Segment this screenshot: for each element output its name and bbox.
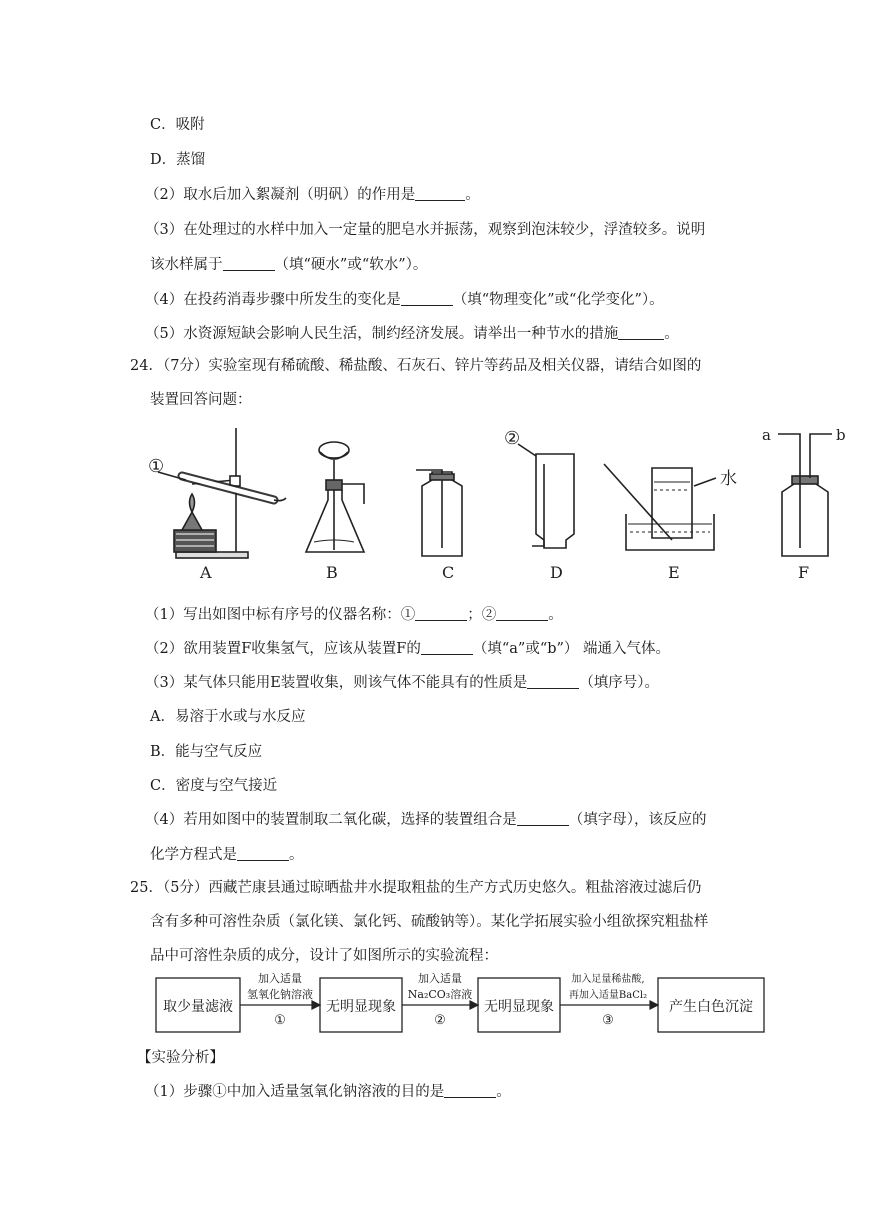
q25-title-line2: 含有多种可溶性杂质（氯化镁、氯化钙、硫酸钠等）。某化学拓展实验小组欲探究粗盐样 [150, 914, 709, 930]
flow-arrow-1-mid: 氢氧化钠溶液 [247, 988, 313, 1001]
q25-title-line1: 25．（5分）西藏芒康县通过晾晒盐井水提取粗盐的生产方式历史悠久。粗盐溶液过滤后仍 [130, 880, 702, 896]
q24-sub-4: （4）若用如图中的装置制取二氧化碳，选择的装置组合是 （填字母），该反应的 [145, 812, 707, 828]
q24-sub-2: （2）欲用装置F收集氢气，应该从装置F的 （填“a”或“b”） 端通入气体。 [145, 641, 671, 657]
flow-box-3-text: 无明显现象 [484, 999, 554, 1015]
q25-sub-1: （1）步骤①中加入适量氢氧化钠溶液的目的是 。 [145, 1084, 511, 1100]
q25-analysis-heading: 【实验分析】 [137, 1050, 224, 1066]
flow-box-1-text: 取少量滤液 [163, 999, 233, 1015]
q23-sub-3a: （3）在处理过的水样中加入一定量的肥皂水并振荡，观察到泡沫较少，浮渣较多。说明 [145, 222, 706, 238]
apparatus-figure [146, 420, 866, 585]
label-c: C [442, 563, 455, 582]
answer-blank[interactable] [496, 606, 548, 622]
port-a-label: a [762, 426, 771, 444]
answer-blank[interactable] [237, 846, 289, 862]
apparatus-a [148, 428, 286, 582]
flow-arrow-3-top: 加入足量稀盐酸, [571, 974, 645, 985]
q23-sub-2: （2）取水后加入絮凝剂（明矾）的作用是 。 [145, 187, 480, 203]
q23-option-c: C．吸附 [150, 117, 205, 133]
q24-sub-4b: 化学方程式是 。 [150, 847, 304, 863]
label-d: D [550, 563, 563, 582]
apparatus-f [762, 426, 846, 582]
q24-option-b: B．能与空气反应 [150, 744, 263, 760]
water-label: 水 [720, 469, 737, 489]
answer-blank[interactable] [618, 325, 664, 341]
answer-blank[interactable] [415, 186, 465, 202]
port-b-label: b [836, 426, 846, 444]
flow-box-4-text: 产生白色沉淀 [669, 999, 753, 1015]
label-e: E [668, 563, 680, 582]
flow-diagram [152, 968, 772, 1040]
flow-arrow-2-top: 加入适量 [418, 972, 462, 985]
answer-blank[interactable] [421, 640, 473, 656]
q24-option-c: C．密度与空气接近 [150, 778, 278, 794]
q24-title-line2: 装置回答问题： [150, 392, 252, 408]
q24-sub-1: （1）写出如图中标有序号的仪器名称：① ；② 。 [145, 607, 563, 623]
label-b: B [326, 563, 338, 582]
answer-blank[interactable] [517, 811, 569, 827]
apparatus-e [604, 464, 737, 582]
answer-blank[interactable] [401, 291, 453, 307]
q25-title-line3: 品中可溶性杂质的成分，设计了如图所示的实验流程： [150, 948, 498, 964]
answer-blank[interactable] [444, 1083, 496, 1099]
flow-arrow-3-mid: 再加入适量BaCl₂ [568, 990, 648, 1001]
apparatus-b [306, 442, 364, 582]
flow-arrow-2-num: ② [434, 1013, 446, 1028]
answer-blank[interactable] [527, 674, 579, 690]
answer-blank[interactable] [223, 256, 275, 272]
q23-sub-5: （5）水资源短缺会影响人民生活，制约经济发展。请举出一种节水的措施 。 [145, 326, 679, 342]
label-a: A [200, 563, 212, 582]
mark-2: ② [504, 428, 521, 449]
flow-box-2-text: 无明显现象 [326, 999, 396, 1015]
q24-title-line1: 24．（7分）实验室现有稀硫酸、稀盐酸、石灰石、锌片等药品及相关仪器，请结合如图的 [130, 358, 702, 374]
q24-option-a: A．易溶于水或与水反应 [150, 709, 306, 725]
flow-arrow-1-num: ① [274, 1013, 286, 1028]
q23-sub-3b: 该水样属于 （填“硬水”或“软水”）。 [150, 257, 428, 273]
flow-arrow-2-mid: Na₂CO₃溶液 [407, 988, 473, 1001]
q23-sub-4: （4）在投药消毒步骤中所发生的变化是 （填“物理变化”或“化学变化”）。 [145, 292, 664, 308]
answer-blank[interactable] [415, 606, 467, 622]
flow-arrow-1-top: 加入适量 [258, 972, 302, 985]
mark-1: ① [148, 456, 165, 477]
q23-option-d: D．蒸馏 [150, 152, 206, 168]
flow-arrow-3-num: ③ [602, 1013, 614, 1028]
apparatus-c [416, 470, 462, 582]
label-f: F [798, 563, 810, 582]
q24-sub-3: （3）某气体只能用E装置收集，则该气体不能具有的性质是 （填序号）。 [145, 675, 660, 691]
apparatus-d [504, 428, 574, 582]
